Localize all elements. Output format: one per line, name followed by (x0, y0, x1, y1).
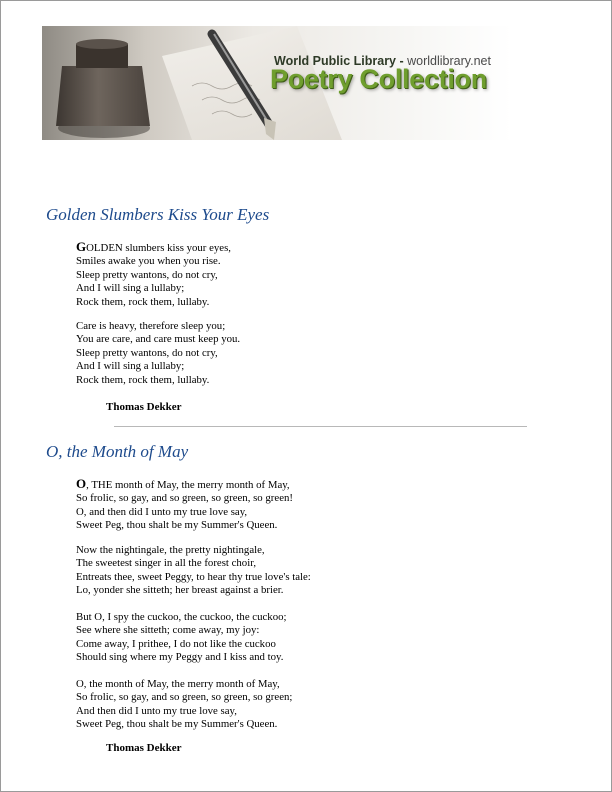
verse-line: Care is heavy, therefore sleep you; (76, 320, 226, 332)
verse-line-rest: , THE month of May, the merry month of May, (86, 479, 290, 491)
poem-title: O, the Month of May (46, 442, 189, 461)
verse-line: So frolic, so gay, and so green, so green, so green; (76, 691, 293, 704)
verse-line: And then did I unto my true love say, (76, 704, 237, 717)
verse-line: Sweet Peg, thou shalt be my Summer's Queen. (76, 718, 278, 731)
verse-line: Sleep pretty wantons, do not cry, (76, 346, 218, 359)
verse-line: O, and then did I unto my true love say, (76, 505, 248, 518)
verse-line: Sweet Peg, thou shalt be my Summer's Queen. (76, 519, 278, 532)
poem-stanza (76, 320, 240, 387)
verse-line: Rock them, rock them, lullaby. (76, 373, 210, 386)
verse-line: Now the nightingale, the pretty nightingale, (76, 544, 265, 556)
poem-stanza (76, 611, 287, 665)
verse-line: Lo, yonder she sitteth; her breast against a brier. (76, 584, 284, 597)
verse-line: O, the month of May, the merry month of May, (76, 678, 280, 690)
poem-stanza (76, 477, 293, 533)
header-banner (42, 26, 512, 140)
drop-cap-letter: G (76, 239, 87, 254)
poem-divider (114, 426, 527, 427)
poem-author: Thomas Dekker (106, 742, 182, 754)
verse-line: Smiles awake you when you rise. (76, 255, 221, 268)
verse-line-rest: OLDEN slumbers kiss your eyes, (86, 242, 231, 254)
verse-line: The sweetest singer in all the forest choir, (76, 557, 257, 570)
verse-line (76, 477, 293, 492)
collection-title: Poetry Collection (270, 64, 487, 94)
verse-line: And I will sing a lullaby; (76, 360, 185, 373)
drop-cap-letter: O (76, 476, 87, 491)
verse-line: So frolic, so gay, and so green, so green, so green! (76, 492, 293, 505)
verse-line: Sleep pretty wantons, do not cry, (76, 268, 218, 281)
verse-line: Should sing where my Peggy and I kiss and toy. (76, 651, 284, 664)
verse-line (76, 240, 231, 255)
site-name: World Public Library (274, 54, 397, 68)
poem-title: Golden Slumbers Kiss Your Eyes (46, 205, 270, 224)
verse-line: You are care, and care must keep you. (76, 333, 241, 346)
poem-author: Thomas Dekker (106, 401, 182, 413)
site-url: worldlibrary.net (407, 54, 491, 68)
verse-line: And I will sing a lullaby; (76, 282, 185, 295)
verse-line: Entreats thee, sweet Peggy, to hear thy true love's tale: (76, 570, 311, 583)
verse-line: See where she sitteth; come away, my joy: (76, 624, 260, 637)
drop-cap (76, 239, 231, 254)
verse-line: Come away, I prithee, I do not like the cuckoo (76, 637, 276, 650)
poem-stanza (76, 240, 231, 309)
drop-cap (76, 476, 290, 491)
poem-stanza (76, 678, 292, 732)
site-name-line: World Public Library - worldlibrary.net (274, 54, 491, 68)
verse-line: But O, I spy the cuckoo, the cuckoo, the cuckoo; (76, 611, 287, 623)
verse-line: Rock them, rock them, lullaby. (76, 295, 210, 308)
poem-stanza (76, 544, 311, 598)
